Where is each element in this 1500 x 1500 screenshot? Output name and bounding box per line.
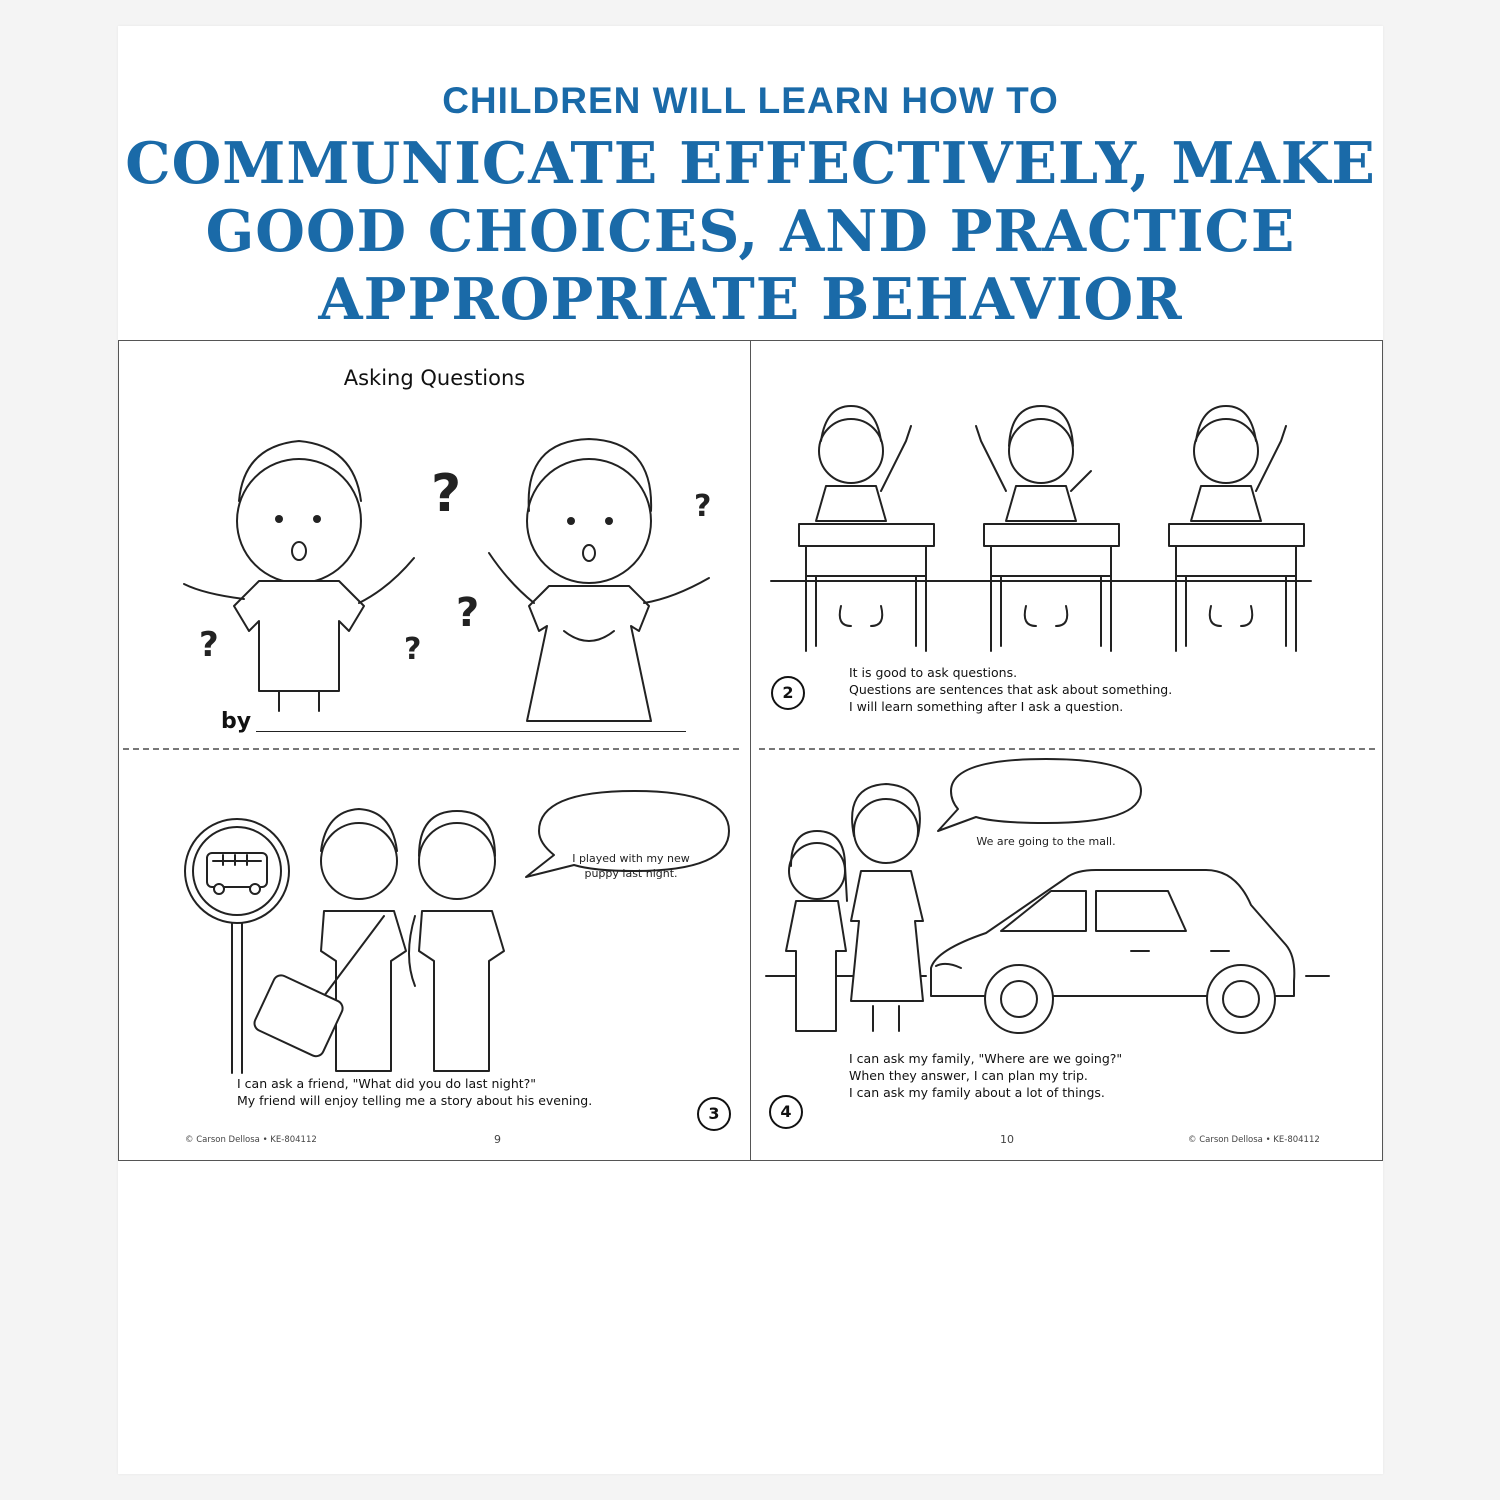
speech-bubble [938,759,1141,831]
boy-shrugging-figure [184,441,414,711]
page-4-caption [849,1050,1122,1101]
student-desk-3 [1169,406,1304,651]
svg-text:?: ? [431,464,462,524]
headline-line-3: APPROPRIATE BEHAVIOR [318,266,1183,333]
svg-text:?: ? [199,625,219,665]
page-3-caption [237,1075,592,1109]
woman-standing [851,784,923,1031]
caption-line: I can ask my family, "Where are we going?" [849,1051,1123,1066]
car-illustration [931,870,1294,1033]
page-2-caption [849,664,1172,715]
booklet-spread [118,340,1383,1161]
bubble-line: I played with my new [572,852,690,865]
booklet-title: Asking Questions [343,366,526,390]
header-headline [118,130,1383,334]
caption-line: I can ask a friend, "What did you do last night?" [237,1076,537,1091]
caption-line: I can ask my family about a lot of things. [849,1085,1105,1100]
student-desk-2 [976,406,1119,651]
page-number-badge: 4 [769,1095,803,1129]
booklet-page-3 [119,751,750,1161]
page-number-badge: 3 [697,1097,731,1131]
caption-line: When they answer, I can plan my trip. [849,1068,1088,1083]
speech-bubble-text: We are going to the mall. [976,835,1116,848]
footer-copyright-right: © Carson Dellosa • KE-804112 [1188,1135,1320,1145]
headline-line-1: COMMUNICATE EFFECTIVELY, MAKE [125,130,1376,197]
page-number-badge: 2 [771,676,805,710]
header-kicker: CHILDREN WILL LEARN HOW TO [442,80,1059,121]
footer-copyright-left: © Carson Dellosa • KE-804112 [185,1135,317,1145]
caption-line: I will learn something after I ask a question. [849,699,1124,714]
svg-text:?: ? [404,632,422,667]
bubble-line: puppy last night. [584,867,678,880]
footer-page-right: 10 [1000,1133,1014,1146]
caption-line: Questions are sentences that ask about something. [849,682,1173,697]
booklet-cover-page [119,341,750,751]
boy-with-backpack [409,811,504,1071]
byline-label: by [221,709,252,734]
girl-shrugging-figure [489,439,712,721]
caption-line: It is good to ask questions. [849,665,1018,680]
student-desk-1 [799,406,934,651]
cover-illustration [119,341,750,751]
author-name-line[interactable] [256,731,686,732]
speech-bubble-text [551,851,711,881]
booklet-page-4 [751,751,1382,1161]
caption-line: My friend will enjoy telling me a story about his evening. [237,1093,593,1108]
svg-text:?: ? [456,590,480,636]
girl-standing [786,831,847,1031]
headline-line-2: GOOD CHOICES, AND PRACTICE [205,198,1296,265]
product-sheet [118,26,1383,1474]
svg-text:?: ? [694,489,712,524]
booklet-page-2 [751,341,1382,751]
footer-page-left: 9 [494,1133,501,1146]
